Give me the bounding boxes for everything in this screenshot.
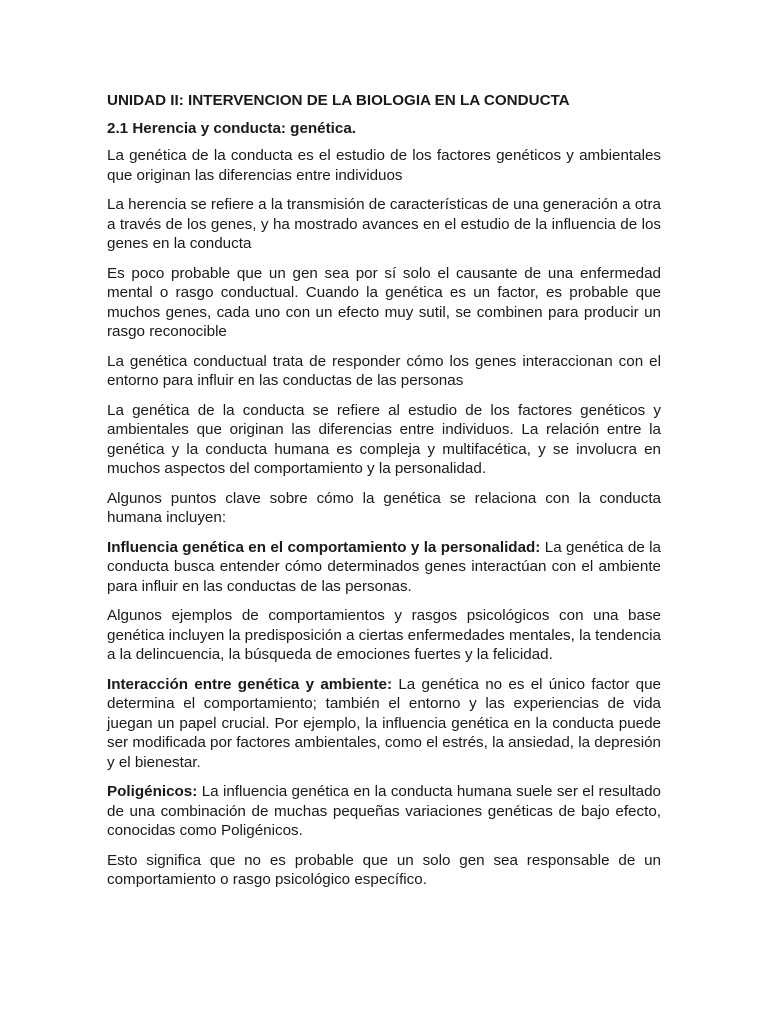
paragraph-lead: Influencia genética en el comportamiento y la personalidad: xyxy=(107,538,541,556)
paragraph-text: La genética de la conducta es el estudio de los factores genéticos y ambientales que originan las diferencias entre individuos xyxy=(107,147,661,184)
paragraph-9 xyxy=(107,675,661,773)
paragraph-text: La genética conductual trata de responder cómo los genes interaccionan con el entorno para influir en las conductas de las personas xyxy=(107,352,661,389)
paragraph-6 xyxy=(107,489,661,528)
paragraph-1 xyxy=(107,146,661,185)
paragraph-lead: Poligénicos: xyxy=(107,783,198,800)
document-title: UNIDAD II: INTERVENCION DE LA BIOLOGIA EN LA CONDUCTA xyxy=(107,92,570,109)
paragraph-3 xyxy=(107,264,661,342)
section-heading: 2.1 Herencia y conducta: genética. xyxy=(107,119,356,137)
paragraph-text: La genética no es el único factor que determina el comportamiento; también el entorno y las experiencias de vida juegan un papel crucial. Por ejemplo, la influencia genética en la conducta puede ser modificada por factores ambientales, como el estrés, la ansiedad, la depresión y el bienestar. xyxy=(107,675,661,771)
paragraph-text: Algunos puntos clave sobre cómo la genética se relaciona con la conducta humana incluyen: xyxy=(107,489,661,526)
paragraph-7 xyxy=(107,538,661,597)
paragraph-text: La genética de la conducta busca entender cómo determinados genes interactúan con el ambiente para influir en las conductas de las personas. xyxy=(107,538,661,595)
paragraph-5 xyxy=(107,401,661,479)
paragraph-text: La genética de la conducta se refiere al estudio de los factores genéticos y ambientales que originan las diferencias entre individuos. La relación entre la genética y la conducta humana es compleja y multifacética, y se involucra en muchos aspectos del comportamiento y la personalidad. xyxy=(107,401,661,477)
paragraph-text: La influencia genética en la conducta humana suele ser el resultado de una combinación de muchas pequeñas variaciones genéticas de bajo efecto, conocidas como Poligénicos. xyxy=(107,783,661,839)
paragraph-text: Es poco probable que un gen sea por sí solo el causante de una enfermedad mental o rasgo conductual. Cuando la genética es un factor, es probable que muchos genes, cada uno con un efecto muy sutil, se combinen para producir un rasgo reconocible xyxy=(107,264,661,340)
paragraph-text: La herencia se refiere a la transmisión de características de una generación a otra a través de los genes, y ha mostrado avances en el estudio de la influencia de los genes en la conducta xyxy=(107,196,661,252)
paragraph-2 xyxy=(107,195,661,254)
paragraph-text: Algunos ejemplos de comportamientos y rasgos psicológicos con una base genética incluyen la predisposición a ciertas enfermedades mentales, la tendencia a la delincuencia, la búsqueda de emociones fuertes y la felicidad. xyxy=(107,607,661,663)
paragraph-4 xyxy=(107,352,661,391)
paragraph-10 xyxy=(107,782,661,841)
paragraph-lead: Interacción entre genética y ambiente: xyxy=(107,675,393,693)
paragraph-11 xyxy=(107,851,661,890)
paragraph-text: Esto significa que no es probable que un solo gen sea responsable de un comportamiento o rasgo psicológico específico. xyxy=(107,851,661,888)
paragraph-8 xyxy=(107,606,661,665)
